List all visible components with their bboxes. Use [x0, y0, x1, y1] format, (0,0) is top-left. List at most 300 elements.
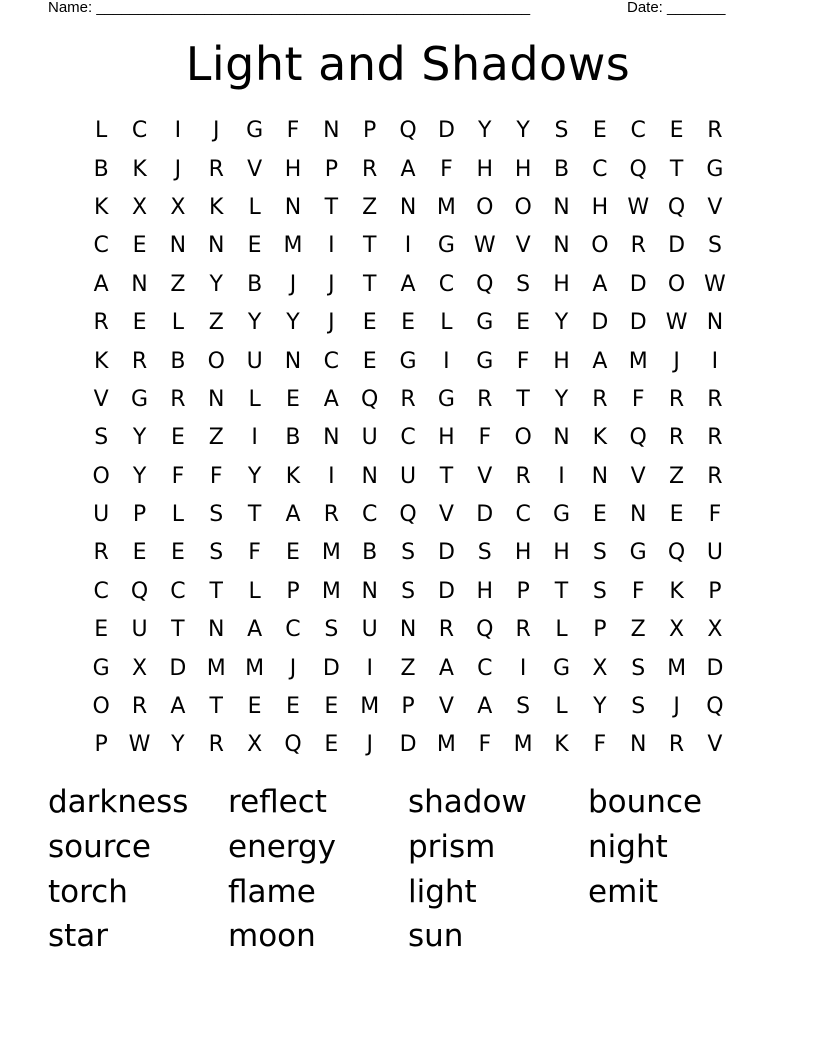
word-bank-item: moon: [228, 918, 316, 955]
grid-cell: Y: [516, 118, 530, 144]
grid-cell: O: [591, 233, 609, 259]
grid-cell: D: [322, 655, 340, 681]
grid-cell: Y: [478, 118, 492, 144]
grid-cell: C: [592, 156, 608, 182]
grid-cell: U: [400, 463, 417, 489]
grid-cell: F: [478, 425, 492, 451]
grid-cell: J: [328, 271, 335, 297]
grid-cell: S: [401, 578, 416, 604]
grid-cell: T: [362, 233, 377, 259]
grid-cell: I: [174, 118, 182, 144]
grid-cell: S: [209, 502, 224, 528]
grid-cell: R: [707, 386, 723, 412]
grid-row: [82, 688, 734, 726]
grid-cell: S: [401, 540, 416, 566]
grid-cell: O: [476, 194, 494, 220]
grid-cell: D: [706, 655, 724, 681]
grid-cell: E: [170, 540, 185, 566]
grid-cell: S: [516, 694, 531, 720]
grid-cell: O: [667, 271, 686, 297]
word-bank-item: bounce: [588, 784, 703, 820]
grid-cell: L: [440, 310, 453, 336]
grid-cell: G: [552, 655, 571, 681]
grid-cell: J: [673, 694, 680, 720]
grid-cell: Y: [171, 732, 185, 758]
grid-cell: V: [247, 156, 263, 182]
grid-cell: E: [132, 310, 147, 336]
grid-cell: Q: [476, 271, 494, 297]
word-bank-item: sun: [408, 918, 464, 955]
grid-cell: N: [399, 617, 417, 643]
grid-cell: G: [552, 502, 571, 528]
grid-cell: I: [558, 463, 565, 489]
grid-cell: D: [629, 271, 647, 297]
grid-cell: E: [592, 502, 607, 528]
grid-cell: E: [132, 540, 147, 566]
grid-cell: D: [437, 578, 455, 604]
grid-cell: G: [399, 348, 417, 374]
grid-cell: A: [93, 271, 109, 297]
grid-cell: N: [131, 271, 148, 297]
word-bank-item: reflect: [228, 784, 327, 820]
grid-cell: R: [477, 386, 493, 412]
grid-cell: V: [477, 463, 493, 489]
grid-cell: I: [519, 655, 527, 681]
grid-cell: E: [592, 118, 607, 144]
grid-cell: R: [515, 463, 531, 489]
grid-row: [82, 419, 734, 457]
grid-cell: R: [668, 425, 685, 451]
grid-cell: F: [516, 348, 530, 374]
grid-cell: A: [247, 617, 263, 643]
grid-cell: Q: [706, 694, 724, 720]
grid-cell: N: [553, 425, 570, 451]
grid-cell: I: [443, 348, 450, 374]
grid-cell: L: [171, 502, 185, 528]
grid-cell: C: [515, 502, 531, 528]
grid-cell: F: [593, 732, 607, 758]
grid-cell: V: [630, 463, 646, 489]
grid-cell: Y: [247, 310, 262, 336]
grid-cell: P: [363, 118, 377, 144]
grid-cell: J: [289, 655, 297, 681]
grid-cell: T: [554, 578, 569, 604]
grid-row: [82, 381, 734, 419]
grid-cell: N: [399, 194, 417, 220]
grid-cell: Y: [554, 310, 569, 336]
grid-cell: D: [668, 233, 686, 259]
grid-cell: J: [213, 118, 220, 144]
grid-cell: M: [667, 655, 687, 681]
grid-cell: P: [94, 732, 108, 758]
grid-row: [82, 458, 734, 496]
grid-cell: M: [283, 233, 303, 259]
grid-cell: O: [92, 694, 110, 720]
word-bank-item: emit: [588, 873, 659, 910]
grid-cell: K: [93, 348, 109, 374]
grid-cell: H: [553, 540, 570, 566]
grid-cell: G: [92, 655, 110, 681]
grid-cell: S: [94, 425, 109, 451]
grid-cell: G: [476, 348, 494, 374]
grid-cell: B: [247, 271, 263, 297]
grid-cell: F: [248, 540, 261, 566]
grid-cell: W: [473, 233, 496, 259]
grid-cell: K: [285, 463, 301, 489]
grid-cell: S: [592, 540, 607, 566]
grid-cell: W: [704, 271, 726, 297]
grid-cell: H: [476, 578, 494, 604]
grid-cell: U: [131, 617, 148, 643]
grid-cell: K: [209, 194, 224, 220]
grid-cell: R: [438, 617, 455, 643]
grid-cell: M: [245, 655, 265, 681]
grid-cell: D: [591, 310, 609, 336]
grid-cell: Q: [399, 502, 417, 528]
grid-cell: S: [592, 578, 607, 604]
grid-cell: A: [592, 271, 608, 297]
grid-cell: N: [284, 194, 302, 220]
grid-cell: E: [286, 694, 300, 720]
grid-cell: U: [361, 617, 378, 643]
grid-cell: C: [285, 617, 301, 643]
grid-cell: Q: [629, 156, 647, 182]
grid-cell: F: [440, 156, 453, 182]
grid-cell: M: [436, 732, 456, 758]
grid-cell: S: [631, 694, 646, 720]
grid-cell: K: [93, 194, 109, 220]
grid-cell: P: [708, 578, 722, 604]
grid-cell: V: [707, 732, 723, 758]
grid-cell: L: [555, 617, 568, 643]
grid-cell: T: [324, 194, 339, 220]
grid-cell: D: [169, 655, 187, 681]
grid-cell: H: [284, 156, 302, 182]
grid-row: [82, 726, 734, 764]
grid-cell: N: [323, 118, 340, 144]
grid-cell: H: [514, 156, 532, 182]
grid-cell: N: [208, 233, 225, 259]
grid-cell: A: [323, 386, 339, 412]
grid-cell: Y: [132, 425, 147, 451]
grid-cell: C: [323, 348, 340, 374]
grid-cell: D: [437, 118, 455, 144]
grid-cell: N: [208, 386, 225, 412]
grid-row: [82, 150, 734, 188]
grid-cell: F: [631, 578, 645, 604]
grid-cell: R: [93, 540, 109, 566]
grid-cell: N: [629, 502, 647, 528]
grid-cell: J: [673, 348, 680, 374]
grid-cell: M: [206, 655, 226, 681]
grid-cell: Z: [362, 194, 378, 220]
grid-row: [82, 227, 734, 265]
word-bank-item: torch: [48, 873, 128, 910]
grid-row: [82, 649, 734, 687]
grid-cell: J: [289, 271, 297, 297]
grid-cell: A: [285, 502, 301, 528]
grid-cell: Z: [630, 617, 646, 643]
grid-cell: L: [171, 310, 185, 336]
grid-cell: Y: [132, 463, 147, 489]
grid-cell: R: [707, 463, 723, 489]
grid-cell: T: [362, 271, 377, 297]
grid-cell: L: [248, 578, 261, 604]
word-bank-item: prism: [408, 828, 496, 865]
grid-cell: F: [286, 118, 300, 144]
grid-cell: E: [516, 310, 531, 336]
grid-cell: J: [328, 310, 335, 336]
grid-cell: W: [627, 194, 650, 220]
grid-cell: E: [324, 694, 339, 720]
grid-cell: E: [362, 310, 377, 336]
grid-cell: C: [362, 502, 378, 528]
grid-cell: X: [592, 655, 608, 681]
grid-cell: Q: [284, 732, 302, 758]
grid-cell: X: [170, 194, 186, 220]
grid-cell: P: [324, 156, 338, 182]
grid-cell: N: [208, 617, 225, 643]
grid-cell: M: [360, 694, 380, 720]
grid-cell: P: [286, 578, 300, 604]
grid-cell: E: [247, 233, 262, 259]
grid-cell: T: [171, 617, 185, 643]
grid-cell: R: [323, 502, 339, 528]
grid-cell: L: [95, 118, 108, 144]
grid-cell: Z: [208, 310, 224, 336]
grid-cell: N: [323, 425, 340, 451]
page-title: Light and Shadows: [185, 37, 631, 91]
grid-cell: Z: [170, 271, 186, 297]
grid-row: [82, 496, 734, 534]
grid-cell: A: [592, 348, 608, 374]
grid-cell: T: [209, 694, 223, 720]
grid-cell: F: [631, 386, 645, 412]
grid-cell: B: [553, 156, 570, 182]
grid-cell: I: [328, 233, 335, 259]
grid-cell: R: [208, 732, 224, 758]
grid-cell: D: [476, 502, 494, 528]
grid-cell: N: [629, 732, 647, 758]
grid-cell: A: [438, 655, 454, 681]
grid-row: [82, 534, 734, 572]
grid-cell: C: [93, 233, 109, 259]
grid-cell: G: [437, 233, 455, 259]
grid-cell: M: [436, 194, 456, 220]
grid-cell: Q: [667, 194, 686, 220]
grid-row: [82, 573, 734, 611]
grid-cell: M: [513, 732, 533, 758]
grid-cell: E: [401, 310, 415, 336]
grid-cell: R: [362, 156, 378, 182]
grid-cell: N: [706, 310, 724, 336]
grid-cell: H: [476, 156, 494, 182]
grid-cell: P: [593, 617, 607, 643]
grid-cell: P: [401, 694, 415, 720]
grid-cell: O: [207, 348, 225, 374]
grid-cell: C: [131, 118, 148, 144]
grid-cell: F: [708, 502, 722, 528]
grid-cell: Z: [208, 425, 224, 451]
grid-cell: E: [669, 118, 684, 144]
grid-cell: Q: [476, 617, 494, 643]
word-bank-item: energy: [228, 828, 337, 865]
grid-cell: H: [553, 271, 570, 297]
grid-cell: A: [170, 694, 186, 720]
grid-cell: I: [328, 463, 335, 489]
name-field: Name: ____________________________________________________: [48, 0, 531, 16]
grid-cell: G: [706, 156, 724, 182]
word-bank-item: light: [408, 873, 477, 910]
grid-cell: G: [629, 540, 647, 566]
grid-cell: D: [399, 732, 417, 758]
grid-cell: R: [131, 348, 148, 374]
grid-cell: E: [286, 386, 300, 412]
grid-cell: Q: [667, 540, 686, 566]
grid-cell: R: [592, 386, 608, 412]
grid-cell: B: [170, 348, 186, 374]
letter-grid: [82, 112, 734, 765]
grid-cell: M: [628, 348, 648, 374]
grid-cell: S: [477, 540, 492, 566]
grid-cell: E: [170, 425, 185, 451]
grid-cell: N: [591, 463, 609, 489]
grid-cell: N: [553, 233, 570, 259]
grid-cell: B: [285, 425, 301, 451]
word-bank-item: flame: [228, 873, 316, 910]
grid-row: [82, 342, 734, 380]
grid-cell: B: [93, 156, 109, 182]
grid-cell: Q: [361, 386, 379, 412]
grid-cell: J: [174, 156, 182, 182]
grid-cell: N: [284, 348, 302, 374]
grid-cell: Y: [247, 463, 262, 489]
grid-cell: T: [669, 156, 684, 182]
grid-cell: K: [592, 425, 608, 451]
grid-cell: X: [132, 655, 148, 681]
grid-cell: G: [246, 118, 264, 144]
grid-cell: R: [515, 617, 531, 643]
grid-cell: H: [591, 194, 609, 220]
grid-cell: T: [439, 463, 454, 489]
grid-cell: L: [248, 386, 261, 412]
grid-cell: C: [630, 118, 646, 144]
grid-cell: M: [321, 578, 341, 604]
grid-cell: U: [361, 425, 378, 451]
grid-cell: W: [665, 310, 688, 336]
grid-cell: P: [132, 502, 147, 528]
grid-cell: F: [478, 732, 492, 758]
grid-cell: S: [324, 617, 339, 643]
grid-cell: S: [631, 655, 646, 681]
grid-cell: L: [555, 694, 568, 720]
grid-cell: V: [93, 386, 109, 412]
grid-row: [82, 189, 734, 227]
grid-row: [82, 112, 734, 150]
grid-cell: Y: [209, 271, 223, 297]
grid-cell: B: [362, 540, 378, 566]
grid-cell: E: [362, 348, 377, 374]
word-bank-item: night: [588, 828, 668, 865]
grid-cell: K: [554, 732, 569, 758]
header-line: [48, 0, 748, 18]
grid-cell: H: [553, 348, 570, 374]
grid-cell: V: [438, 502, 454, 528]
grid-cell: T: [516, 386, 530, 412]
grid-cell: J: [366, 732, 373, 758]
grid-cell: D: [629, 310, 647, 336]
grid-cell: K: [669, 578, 684, 604]
grid-row: [82, 611, 734, 649]
grid-row: [82, 266, 734, 304]
grid-cell: Q: [130, 578, 149, 604]
grid-cell: V: [438, 694, 454, 720]
grid-cell: Q: [399, 118, 417, 144]
grid-cell: Z: [400, 655, 416, 681]
grid-cell: R: [707, 118, 723, 144]
grid-cell: R: [668, 732, 685, 758]
grid-cell: Y: [593, 694, 607, 720]
grid-cell: R: [400, 386, 416, 412]
grid-cell: E: [132, 233, 147, 259]
grid-cell: Y: [554, 386, 569, 412]
grid-cell: Z: [669, 463, 685, 489]
grid-cell: X: [132, 194, 148, 220]
grid-cell: F: [209, 463, 223, 489]
grid-cell: R: [668, 386, 685, 412]
grid-cell: R: [707, 425, 723, 451]
grid-cell: E: [324, 732, 339, 758]
grid-cell: I: [366, 655, 373, 681]
grid-cell: C: [477, 655, 493, 681]
grid-cell: C: [438, 271, 455, 297]
grid-cell: T: [247, 502, 262, 528]
grid-cell: Y: [286, 310, 300, 336]
grid-cell: S: [554, 118, 569, 144]
grid-cell: N: [361, 578, 378, 604]
grid-cell: V: [515, 233, 531, 259]
grid-cell: R: [170, 386, 186, 412]
grid-cell: E: [94, 617, 109, 643]
grid-cell: S: [209, 540, 224, 566]
grid-cell: U: [246, 348, 263, 374]
grid-cell: G: [131, 386, 149, 412]
grid-cell: E: [669, 502, 684, 528]
grid-cell: V: [707, 194, 723, 220]
grid-cell: U: [706, 540, 723, 566]
grid-cell: I: [251, 425, 258, 451]
grid-cell: A: [400, 271, 416, 297]
grid-cell: I: [404, 233, 412, 259]
grid-cell: M: [321, 540, 341, 566]
grid-cell: L: [248, 194, 261, 220]
grid-cell: G: [437, 386, 455, 412]
grid-cell: N: [361, 463, 378, 489]
grid-cell: C: [170, 578, 186, 604]
grid-cell: W: [128, 732, 151, 758]
grid-cell: E: [247, 694, 262, 720]
grid-cell: O: [514, 194, 532, 220]
grid-cell: S: [707, 233, 722, 259]
grid-cell: X: [669, 617, 685, 643]
grid-cell: D: [437, 540, 455, 566]
grid-cell: A: [400, 156, 416, 182]
word-bank: [48, 780, 768, 959]
grid-cell: Q: [629, 425, 647, 451]
grid-cell: S: [516, 271, 531, 297]
grid-cell: R: [131, 694, 148, 720]
grid-cell: O: [92, 463, 110, 489]
